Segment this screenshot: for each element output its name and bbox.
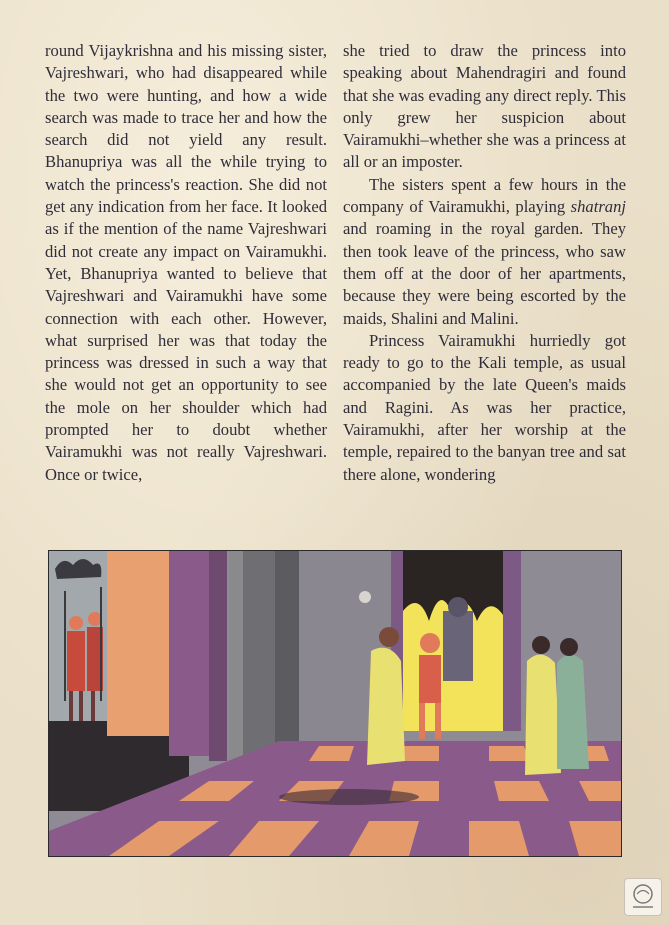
paragraph — [343, 174, 626, 330]
logo-stamp — [624, 878, 662, 916]
paragraph: round Vijaykrishna and his missing sister, Vajreshwari, who had disappeared while the two were hunting, and how a wide search was made to trace her and how the search did not yield any result. Bhanupriya was all the while trying to watch the princess's reaction. She did not get any indication from her face. It looked as if the mention of the name Vajreshwari did not create any impact on Vairamukhi. Yet, Bhanupriya wanted to believe that Vajreshwari and Vairamukhi have some connection with each other. However, what surprised her was that today the princess was dressed in such a way that she would not get an opportunity to see the mole on her shoulder which had prompted her to doubt whether Vairamukhi was not really Vajreshwari. Once or twice, — [45, 41, 327, 484]
italic-term: shatranj — [570, 197, 626, 217]
paragraph: she tried to draw the princess into speaking about Mahendragiri and found that she was evading any direct reply. This only grew her suspicion about Vairamukhi–whether she was a princess at all or an imposter. — [343, 41, 626, 172]
text-column-left — [45, 40, 327, 486]
paragraph-text: The sisters spent a few hours in the company of Vairamukhi, playing — [343, 174, 626, 217]
illustration-art — [49, 551, 621, 856]
logo-stamp-icon — [625, 879, 661, 915]
text-column-right — [343, 40, 626, 486]
temple-illustration — [48, 550, 622, 857]
paragraph-text: and roaming in the royal garden. They then took leave of the princess, who saw them off at the door of her apartments, because they were being escorted by the maids, Shalini and Malini. — [343, 219, 626, 328]
paragraph: Princess Vairamukhi hurriedly got ready to go to the Kali temple, as usual accompanied by the late Queen's maids and Ragini. As was her practice, Vairamukhi, after her worship at the temple, repaired to the banyan tree and sat there alone, wondering — [343, 330, 626, 484]
